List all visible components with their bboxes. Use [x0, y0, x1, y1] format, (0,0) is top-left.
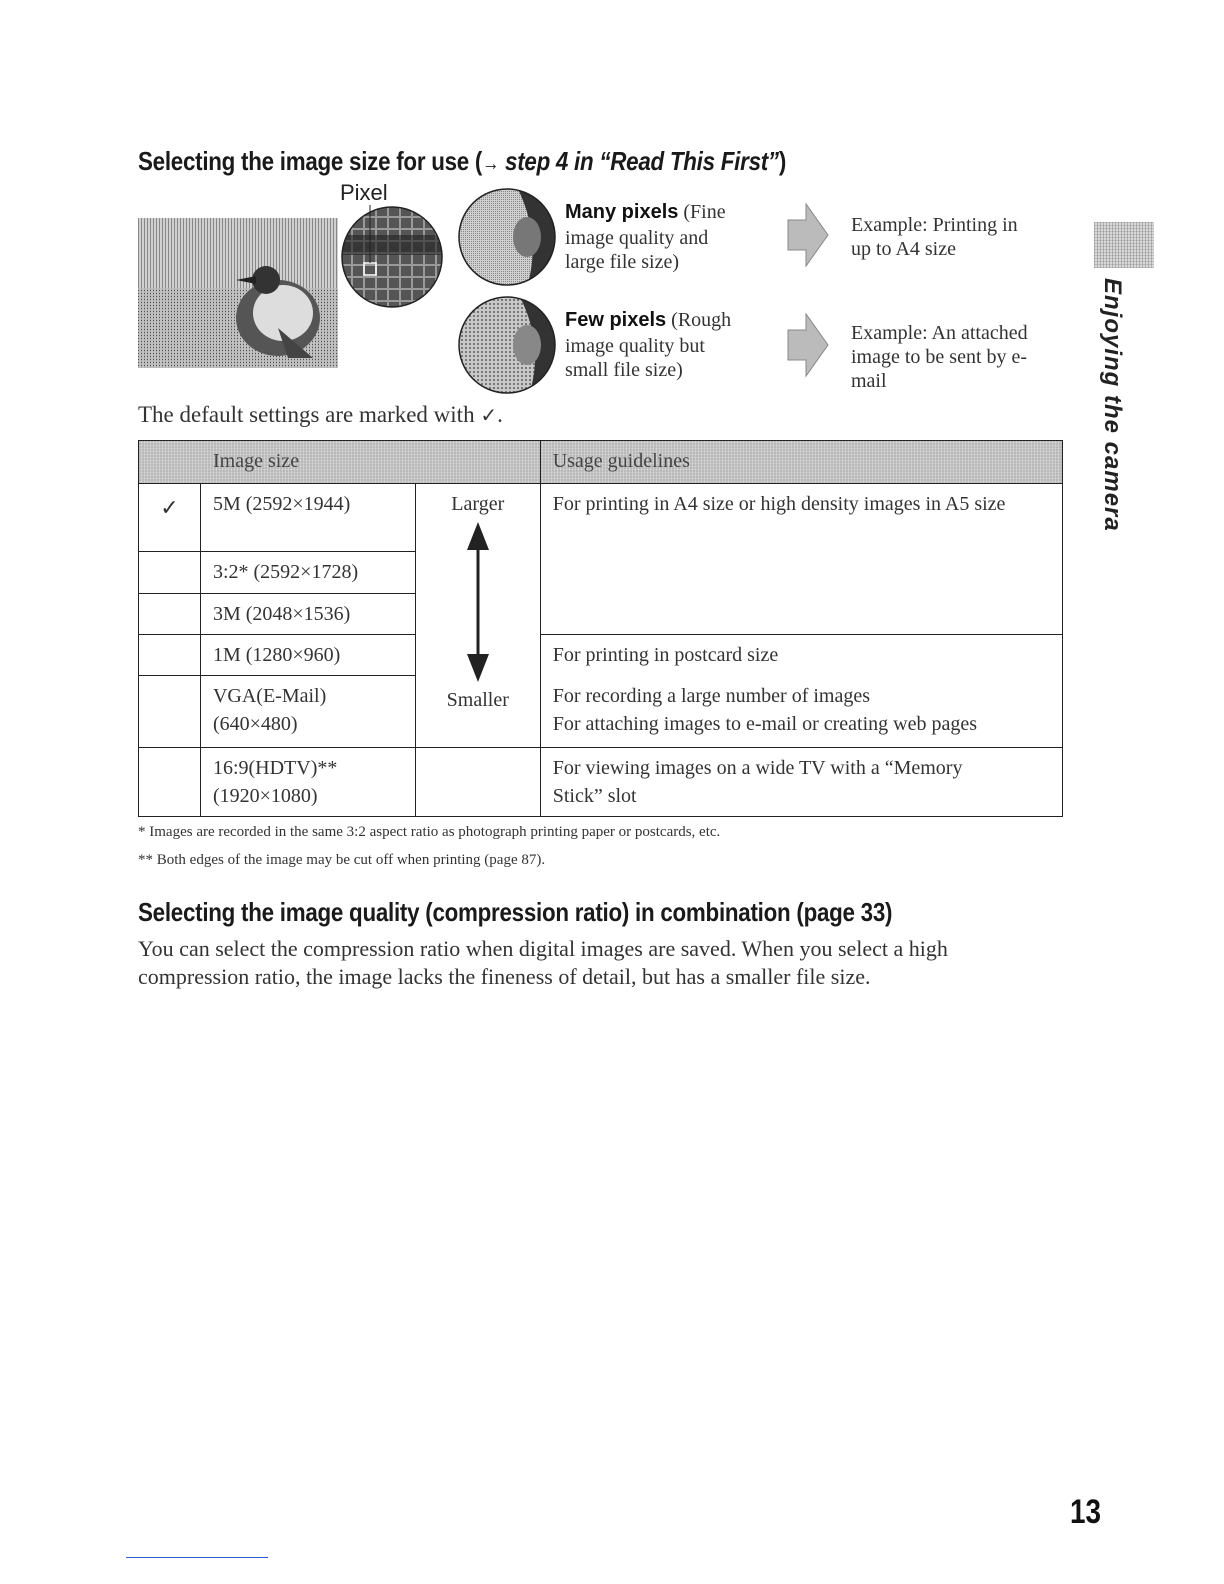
many-pixels-desc3: large file size): [565, 251, 680, 273]
usage-cell: [540, 748, 1062, 817]
size-cell: 5M (2592×1944): [200, 484, 415, 552]
few-pixels-desc1: (Rough: [666, 309, 732, 331]
many-pixels-desc2: image quality and: [565, 227, 709, 249]
table-row: [139, 484, 1063, 552]
size-cell: 1M (1280×960): [200, 635, 415, 676]
mark-cell: [139, 594, 201, 635]
section-heading-quality: Selecting the image quality (compression ratio) in combination (page 33): [138, 897, 893, 927]
few-pixels-circle: [457, 295, 557, 395]
size-scale: [415, 484, 540, 748]
bird-photo: [138, 218, 338, 368]
many-pixels-circle: [457, 187, 557, 287]
heading-link[interactable]: step 4 in “Read This First”: [499, 146, 779, 176]
size-line1: 16:9(HDTV)**: [212, 757, 338, 779]
smaller-label: Smaller: [446, 689, 509, 711]
example2-line2: image to be sent by e-: [851, 346, 1028, 368]
size-cell: 3:2* (2592×1728): [200, 552, 415, 594]
few-pixels-desc2: image quality but: [565, 335, 705, 357]
mark-cell: [139, 635, 201, 676]
body-line1: You can select the compression ratio when digital images are saved. When you select a high: [138, 936, 948, 961]
header-usage: Usage guidelines: [540, 441, 1062, 484]
usage-line2: Stick” slot: [552, 785, 637, 807]
arrow-right-icon: [782, 310, 830, 380]
size-scale-arrow-icon: [463, 522, 493, 682]
few-pixels-text: [565, 308, 765, 382]
size-line2: (1920×1080): [212, 785, 318, 807]
header-image-size: Image size: [139, 441, 541, 484]
body-line2: compression ratio, the image lacks the fineness of detail, but has a smaller file size.: [138, 964, 871, 989]
size-cell: [200, 676, 415, 748]
heading-suffix: ): [778, 146, 787, 176]
many-pixels-desc1: (Fine: [678, 201, 726, 223]
page-number: 13: [1070, 1493, 1102, 1531]
usage-line1: For viewing images on a wide TV with a “Memory: [552, 757, 963, 779]
example2-line1: Example: An attached: [851, 322, 1028, 344]
many-pixels-text: [565, 200, 765, 274]
default-check-icon: ✓: [139, 484, 201, 552]
usage-line1: For recording a large number of images: [552, 684, 871, 707]
example2-line3: mail: [851, 370, 887, 392]
usage-cell: For printing in postcard size: [540, 635, 1062, 676]
usage-cell: [540, 676, 1062, 748]
pixel-magnifier: [340, 205, 444, 309]
arrow-icon: →: [482, 153, 500, 175]
default-note: The default settings are marked with ✓.: [138, 402, 503, 427]
arrow-right-icon: [782, 200, 830, 270]
example1-line2: up to A4 size: [851, 238, 956, 260]
few-pixels-label: Few pixels: [565, 309, 667, 331]
mark-cell: [139, 676, 201, 748]
pixel-label: Pixel: [340, 180, 388, 205]
side-tab-block: [1094, 222, 1154, 268]
footnote-2: ** Both edges of the image may be cut off when printing (page 87).: [138, 852, 546, 868]
size-cell: [200, 748, 415, 817]
section-heading-image-size: [138, 146, 786, 177]
footnote-1: * Images are recorded in the same 3:2 aspect ratio as photograph printing paper or postcards, etc.: [138, 824, 721, 840]
scale-cell: [415, 748, 540, 817]
example-email: [851, 321, 1061, 393]
size-line2: (640×480): [212, 713, 298, 735]
table-row: [139, 748, 1063, 817]
mark-cell: [139, 748, 201, 817]
few-pixels-desc3: small file size): [565, 359, 683, 381]
side-tab-label: Enjoying the camera: [1099, 278, 1126, 532]
image-size-table: [138, 440, 1063, 817]
example1-line1: Example: Printing in: [851, 214, 1018, 236]
usage-cell: For printing in A4 size or high density images in A5 size: [540, 484, 1062, 635]
example-printing: [851, 213, 1061, 261]
usage-line2: For attaching images to e-mail or creating web pages: [552, 712, 977, 735]
quality-body: [138, 935, 1068, 991]
table-row: [139, 676, 1063, 748]
many-pixels-label: Many pixels: [565, 201, 679, 223]
mark-cell: [139, 552, 201, 594]
larger-label: Larger: [451, 493, 505, 515]
bottom-rule: [126, 1557, 268, 1558]
size-line1: VGA(E-Mail): [212, 685, 327, 707]
size-cell: 3M (2048×1536): [200, 594, 415, 635]
default-note-text: The default settings are marked with: [138, 402, 475, 427]
table-row: [139, 635, 1063, 676]
check-mark-icon: ✓: [480, 405, 498, 427]
table-header-row: [139, 441, 1063, 484]
heading-text: Selecting the image size for use (: [138, 146, 483, 176]
